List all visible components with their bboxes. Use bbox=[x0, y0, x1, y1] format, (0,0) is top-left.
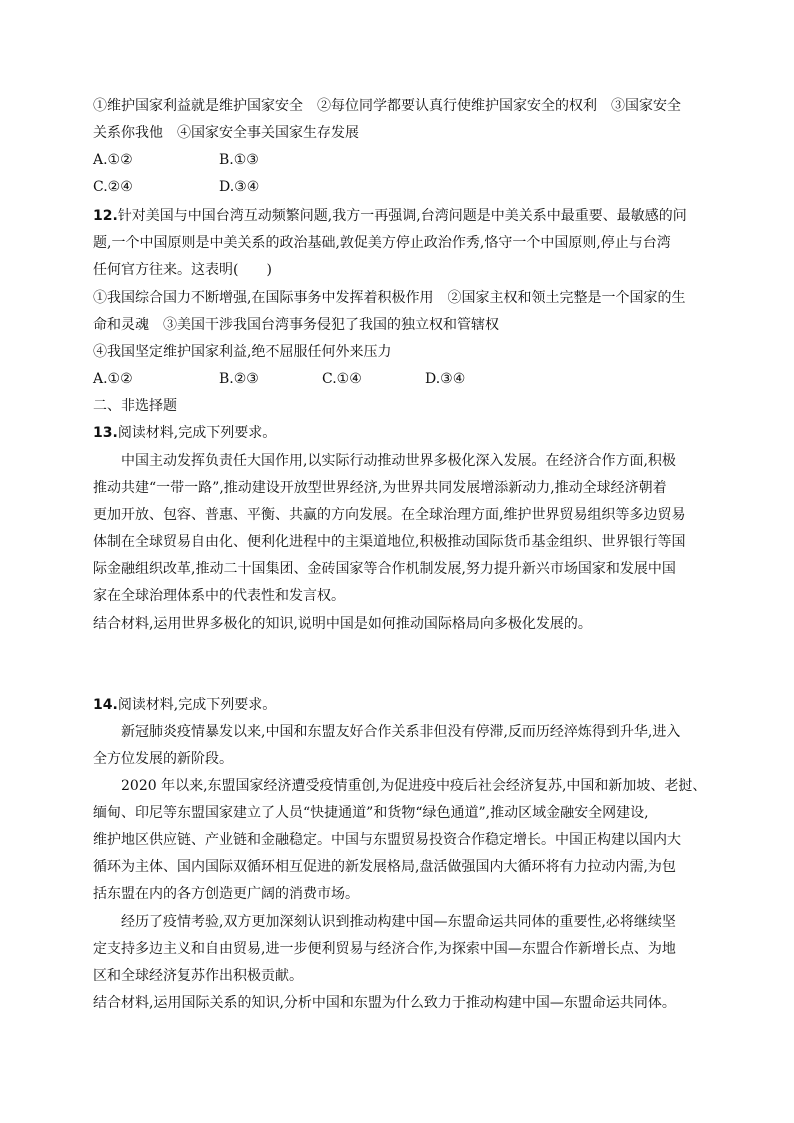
q12-option-d: D.③④ bbox=[425, 371, 466, 387]
q14-question: 结合材料,运用国际关系的知识,分析中国和东盟为什么致力于推动构建中国—东盟命运共同体。 bbox=[93, 995, 676, 1011]
q12-line-5: 命和灵魂 ③美国干涉我国台湾事务侵犯了我国的独立权和管辖权 bbox=[93, 317, 499, 333]
q12-option-c: C.①④ bbox=[322, 371, 362, 387]
q13-material-line-5: 际金融组织改革,推动二十国集团、金砖国家等合作机制发展,努力提升新兴市场国家和发展中国 bbox=[93, 561, 676, 577]
q13-material-line-1: 中国主动发挥负责任大国作用,以实际行动推动世界多极化深入发展。在经济合作方面,积极 bbox=[121, 453, 676, 469]
q12-option-a: A.①② bbox=[93, 371, 133, 387]
q12-line-6: ④我国坚定维护国家利益,绝不屈服任何外来压力 bbox=[93, 344, 392, 360]
q14-material-line-7: 括东盟在内的各方创造更广阔的消费市场。 bbox=[93, 886, 359, 902]
q11-option-c: C.②④ bbox=[93, 179, 133, 195]
q14-material-line-5: 维护地区供应链、产业链和金融稳定。中国与东盟贸易投资合作稳定增长。中国正构建以国内大 bbox=[93, 832, 681, 848]
q12-number: 12. bbox=[93, 208, 118, 224]
q12-line-4: ①我国综合国力不断增强,在国际事务中发挥着积极作用 ②国家主权和领土完整是一个国家的生 bbox=[93, 290, 686, 306]
q11-statement-line-1: ①维护国家利益就是维护国家安全 ②每位同学都要认真行使维护国家安全的权利 ③国家安全 bbox=[93, 98, 681, 114]
q11-option-d: D.③④ bbox=[219, 179, 260, 195]
q12-stem-text: 针对美国与中国台湾互动频繁问题,我方一再强调,台湾问题是中美关系中最重要、最敏感的问 bbox=[117, 208, 687, 224]
q13-number: 13. bbox=[93, 425, 118, 441]
q13-material-line-2: 推动共建“一带一路”,推动建设开放型世界经济,为世界共同发展增添新动力,推动全球经济朝着 bbox=[93, 480, 667, 496]
q13-instruction: 阅读材料,完成下列要求。 bbox=[117, 425, 277, 441]
q13-question: 结合材料,运用世界多极化的知识,说明中国是如何推动国际格局向多极化发展的。 bbox=[93, 616, 592, 632]
q14-material-line-9: 定支持多边主义和自由贸易,进一步便利贸易与经济合作,为探索中国—东盟合作新增长点、为地 bbox=[93, 941, 676, 957]
section-heading-non-choice: 二、非选择题 bbox=[93, 398, 177, 414]
q14-material-line-1: 新冠肺炎疫情暴发以来,中国和东盟友好合作关系非但没有停滞,反而历经淬炼得到升华,进入 bbox=[121, 724, 681, 740]
q14-number: 14. bbox=[93, 697, 118, 713]
q14-material-line-3: 2020 年以来,东盟国家经济遭受疫情重创,为促进疫中疫后社会经济复苏,中国和新加坡、老挝、 bbox=[121, 778, 707, 794]
q14-instruction: 阅读材料,完成下列要求。 bbox=[117, 697, 277, 713]
q12-line-1 bbox=[93, 206, 687, 226]
q14-line-1 bbox=[93, 695, 276, 715]
q12-line-2: 题,一个中国原则是中美关系的政治基础,敦促美方停止政治作秀,恪守一个中国原则,停止与台湾 bbox=[93, 235, 671, 251]
q11-option-b: B.①③ bbox=[219, 152, 259, 168]
q12-line-3: 任何官方往来。这表明( ) bbox=[93, 262, 272, 278]
q14-material-line-8: 经历了疫情考验,双方更加深刻认识到推动构建中国—东盟命运共同体的重要性,必将继续坚 bbox=[121, 914, 676, 930]
q11-statement-line-2: 关系你我他 ④国家安全事关国家生存发展 bbox=[93, 125, 359, 141]
q14-material-line-10: 区和全球经济复苏作出积极贡献。 bbox=[93, 968, 303, 984]
q13-material-line-6: 家在全球治理体系中的代表性和发言权。 bbox=[93, 588, 345, 604]
q13-material-line-3: 更加开放、包容、普惠、平衡、共赢的方向发展。在全球治理方面,维护世界贸易组织等多边贸易 bbox=[93, 507, 686, 523]
q13-line-1 bbox=[93, 423, 276, 443]
q11-option-a: A.①② bbox=[93, 152, 133, 168]
q12-option-b: B.②③ bbox=[219, 371, 259, 387]
q13-material-line-4: 体制在全球贸易自由化、便利化进程中的主渠道地位,积极推动国际货币基金组织、世界银行等国 bbox=[93, 534, 686, 550]
q14-material-line-4: 缅甸、印尼等东盟国家建立了人员“快捷通道”和货物“绿色通道”,推动区域金融安全网建设, bbox=[93, 805, 649, 821]
q14-material-line-6: 循环为主体、国内国际双循环相互促进的新发展格局,盘活做强国内大循环将有力拉动内需,为包 bbox=[93, 859, 676, 875]
q14-material-line-2: 全方位发展的新阶段。 bbox=[93, 751, 233, 767]
